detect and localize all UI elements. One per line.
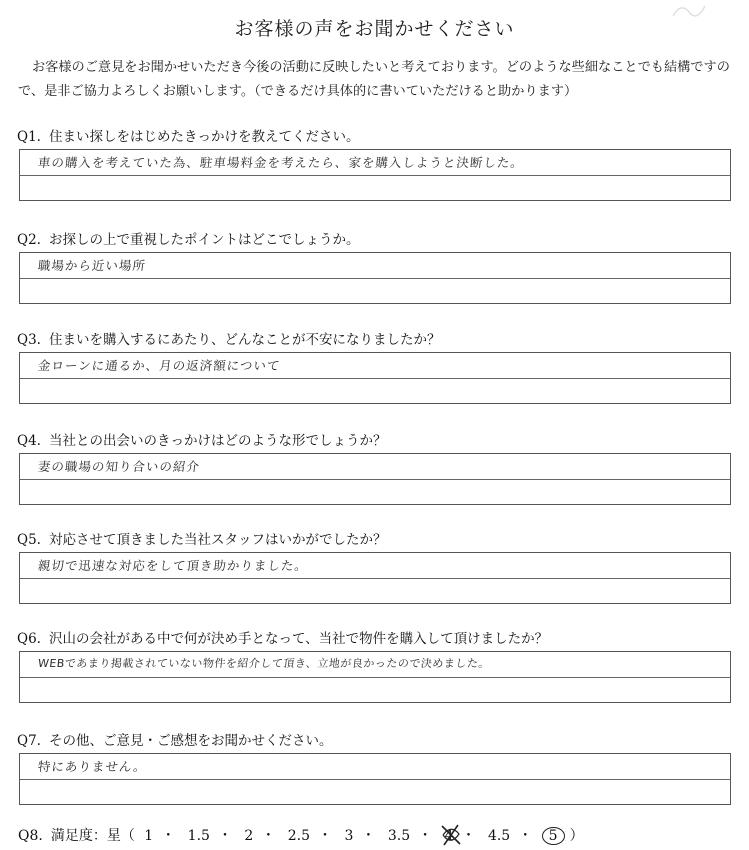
answer-text: 車の購入を考えていた為、駐車場料金を考えたら、家を購入しようと決断した。	[37, 155, 525, 170]
question-number: Q1.	[17, 129, 41, 145]
question-number: Q5.	[17, 532, 41, 548]
rating-option[interactable]: 3	[344, 828, 354, 844]
question-6	[17, 630, 733, 703]
answer-box[interactable]	[19, 753, 731, 805]
intro-text: お客様のご意見をお聞かせいただき今後の活動に反映したいと考えております。どのような些細なことでも結構ですので、是非ご協力よろしくお願いします。（できるだけ具体的に書いていただけると助かります）	[18, 60, 730, 99]
question-4	[17, 432, 733, 505]
question-text: 住まいを購入するにあたり、どんなことが不安になりましたか？	[48, 332, 441, 348]
question-text: お探しの上で重視したポイントはどこでしょうか。	[48, 232, 360, 248]
page-title: お客様の声をお聞かせください	[234, 18, 515, 40]
rating-option[interactable]: 4.5	[487, 828, 511, 844]
question-text: その他、ご意見・ご感想をお聞かせください。	[48, 733, 333, 749]
answer-text: 親切で迅速な対応をして頂き助かりました。	[37, 558, 309, 573]
question-number: Q4.	[17, 433, 41, 449]
rating-close-paren: ）	[569, 828, 584, 844]
answer-text: 妻の職場の知り合いの紹介	[37, 459, 201, 474]
question-5	[17, 531, 733, 604]
answer-box[interactable]	[19, 453, 731, 505]
question-1	[17, 128, 733, 201]
divider	[20, 779, 730, 780]
question-7	[17, 732, 733, 805]
question-text: 沢山の会社がある中で何が決め手となって、当社で物件を購入して頂けましたか？	[48, 631, 549, 647]
rating-option[interactable]: 3.5	[387, 828, 411, 844]
satisfaction-rating: Q8. 満足度：星（ 1 ・ 1.5 ・ 2 ・ 2.5 ・ 3 ・ 3.5 ・ 4 ・ 4.5 ・ 5 ）	[18, 825, 584, 845]
question-number: Q7.	[17, 733, 41, 749]
rating-option[interactable]: 1.5	[187, 828, 210, 844]
divider	[20, 378, 730, 379]
question-text: 当社との出会いのきっかけはどのような形でしょうか？	[48, 433, 387, 449]
question-number: Q8.	[18, 828, 43, 844]
rating-option[interactable]: 1	[144, 828, 154, 844]
rating-option-crossed[interactable]: 4	[445, 828, 454, 844]
divider	[20, 278, 730, 279]
question-number: Q6.	[17, 631, 41, 647]
cross-out-icon	[439, 822, 463, 848]
answer-text: 金ローンに通るか、月の返済額について	[37, 358, 282, 373]
question-text: 住まい探しをはじめたきっかけを教えてください。	[48, 129, 360, 145]
divider	[20, 578, 730, 579]
rating-option-selected[interactable]: 5	[542, 827, 565, 845]
divider	[20, 479, 730, 480]
answer-box[interactable]	[19, 149, 731, 201]
divider	[20, 677, 730, 678]
question-2	[17, 231, 733, 304]
question-number: Q2.	[17, 232, 41, 248]
rating-label: 満足度：星（	[50, 828, 135, 844]
answer-text: WEBであまり掲載されていない物件を紹介して頂き、立地が良かったので決めました。	[37, 657, 491, 670]
answer-text: 特にありません。	[37, 759, 148, 774]
answer-box[interactable]	[19, 352, 731, 404]
rating-option[interactable]: 2.5	[287, 828, 311, 844]
rating-option[interactable]: 2	[244, 828, 254, 844]
question-number: Q3.	[17, 332, 41, 348]
divider	[20, 175, 730, 176]
question-text: 対応させて頂きました当社スタッフはいかがでしたか？	[48, 532, 387, 548]
question-3	[17, 331, 733, 404]
answer-box[interactable]	[19, 252, 731, 304]
answer-box[interactable]	[19, 651, 731, 703]
answer-box[interactable]	[19, 552, 731, 604]
answer-text: 職場から近い場所	[37, 258, 147, 273]
